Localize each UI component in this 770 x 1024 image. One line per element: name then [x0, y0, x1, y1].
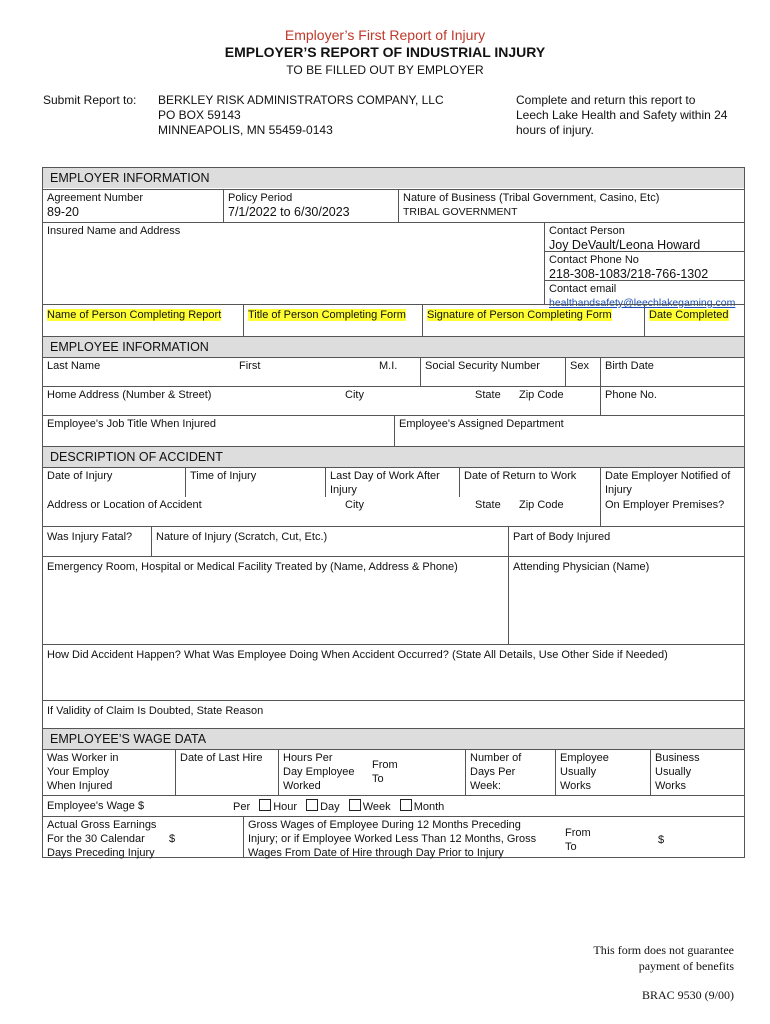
last-day-label-1: Last Day of Work After [330, 470, 440, 482]
validity-reason-label: If Validity of Claim Is Doubted, State Reason [47, 705, 264, 717]
month-label: Month [413, 801, 445, 813]
accident-city-label: City [345, 499, 364, 511]
first-name-label: First [239, 360, 261, 372]
hours-from-label: From [372, 759, 398, 771]
agreement-value: 89-20 [47, 205, 79, 219]
nature-of-injury-field[interactable] [151, 526, 508, 556]
address-line-1: BERKLEY RISK ADMINISTRATORS COMPANY, LLC [158, 93, 444, 107]
contact-email-label: Contact email [549, 283, 617, 295]
home-phone-label: Phone No. [605, 389, 657, 401]
department-field[interactable] [394, 415, 744, 446]
return-to-work-label: Date of Return to Work [464, 470, 577, 482]
job-title-label: Employee's Job Title When Injured [47, 418, 217, 430]
worker-label-1: Was Worker in [47, 752, 119, 764]
business-works-field[interactable] [650, 749, 744, 795]
days-per-week-field[interactable] [465, 749, 555, 795]
address-line-2: PO BOX 59143 [158, 108, 241, 122]
worker-employed-field[interactable] [43, 749, 175, 795]
middle-initial-label: M.I. [379, 360, 398, 372]
nature-value: TRIBAL GOVERNMENT [403, 206, 518, 218]
disclaimer [593, 942, 734, 974]
policy-value: 7/1/2022 to 6/30/2023 [228, 205, 350, 219]
gross-12-month-field[interactable] [561, 816, 744, 858]
last-day-label-2: Injury [330, 484, 357, 496]
completer-signature-field[interactable] [422, 304, 644, 336]
business-works-label-3: Works [655, 780, 686, 792]
employee-works-label-2: Usually [560, 766, 597, 778]
accident-location-label: Address or Location of Accident [47, 499, 202, 511]
middle-initial-field[interactable] [375, 357, 420, 386]
injury-fatal-field[interactable] [43, 526, 151, 556]
policy-label: Policy Period [228, 192, 293, 204]
return-to-work-field[interactable] [459, 467, 600, 497]
form-red-title: Employer’s First Report of Injury [284, 27, 486, 43]
insured-name-field[interactable] [43, 222, 544, 304]
worker-label-2: Your Employ [47, 766, 109, 778]
worker-label-3: When Injured [47, 780, 113, 792]
employee-works-label-1: Employee [560, 752, 609, 764]
hours-label-2: Day Employee [283, 766, 355, 778]
agreement-label: Agreement Number [47, 192, 143, 204]
insured-label: Insured Name and Address [47, 225, 181, 237]
notified-label-1: Date Employer Notified of [605, 470, 731, 482]
disclaimer-line-2: payment of benefits [638, 959, 734, 973]
accident-city-field[interactable] [341, 497, 471, 526]
home-phone-field[interactable] [600, 386, 744, 415]
ssn-label: Social Security Number [425, 360, 540, 372]
completer-title-label: Title of Person Completing Form [248, 309, 406, 321]
gross-to-label: To [565, 841, 577, 853]
gross-from-label: From [565, 827, 591, 839]
attending-physician-field[interactable] [508, 556, 744, 644]
department-label: Employee's Assigned Department [399, 418, 564, 430]
nature-label: Nature of Business (Tribal Government, Casino, Etc) [403, 192, 660, 204]
home-city-field[interactable] [341, 386, 471, 415]
home-address-label: Home Address (Number & Street) [47, 389, 212, 401]
home-address-field[interactable] [43, 386, 341, 415]
accident-description-field[interactable] [43, 644, 744, 700]
job-title-field[interactable] [43, 415, 394, 446]
employee-works-label-3: Works [560, 780, 591, 792]
accident-state-field[interactable] [471, 497, 515, 526]
gross-12-label-1: Gross Wages of Employee During 12 Months Preceding [248, 819, 521, 831]
disclaimer-line-1: This form does not guarantee [593, 943, 734, 957]
birth-date-field[interactable] [600, 357, 744, 386]
employee-section-header: EMPLOYEE INFORMATION [43, 336, 744, 357]
on-premises-field[interactable] [600, 497, 744, 526]
hours-label-3: Worked [283, 780, 321, 792]
per-label: Per [233, 801, 251, 813]
last-hire-date-field[interactable] [175, 749, 278, 795]
last-name-label: Last Name [47, 360, 101, 372]
contact-person-label: Contact Person [549, 225, 625, 237]
sex-label: Sex [570, 360, 589, 372]
days-label-2: Days Per [470, 766, 516, 778]
contact-person-value: Joy DeVault/Leona Howard [549, 238, 701, 252]
employer-section-header: EMPLOYER INFORMATION [43, 168, 744, 188]
accident-location-field[interactable] [43, 497, 341, 526]
days-label-1: Number of [470, 752, 522, 764]
sex-field[interactable] [565, 357, 600, 386]
date-completed-field[interactable] [644, 304, 744, 336]
accident-section-header: DESCRIPTION OF ACCIDENT [43, 446, 744, 467]
date-of-injury-field[interactable] [43, 467, 185, 497]
gross-12-month-label [243, 816, 561, 858]
hour-checkbox[interactable] [259, 799, 271, 811]
form-main-title: EMPLOYER’S REPORT OF INDUSTRIAL INJURY [224, 44, 546, 60]
body-part-field[interactable] [508, 526, 744, 556]
contact-email-link[interactable]: healthandsafety@leechlakegaming.com [549, 297, 736, 309]
medical-facility-field[interactable] [43, 556, 508, 644]
gross-12-label-3: Wages From Date of Hire through Day Prior to Injury [248, 847, 504, 859]
injury-fatal-label: Was Injury Fatal? [47, 531, 133, 543]
contact-person-field[interactable] [544, 222, 744, 251]
gross-30-day-field[interactable] [43, 816, 243, 858]
accident-zip-label: Zip Code [519, 499, 564, 511]
notified-label-2: Injury [605, 484, 632, 496]
injury-form [42, 167, 745, 858]
accident-zip-field[interactable] [515, 497, 600, 526]
hours-per-day-field[interactable] [278, 749, 465, 795]
employee-wage-label: Employee's Wage $ [47, 800, 145, 812]
validity-reason-field[interactable] [43, 700, 744, 728]
hours-label-1: Hours Per [283, 752, 333, 764]
gross-30-label-2: For the 30 Calendar [47, 833, 145, 845]
wage-section-header: EMPLOYEE’S WAGE DATA [43, 728, 744, 749]
month-checkbox[interactable] [400, 799, 412, 811]
address-line-3: MINNEAPOLIS, MN 55459-0143 [158, 123, 333, 137]
contact-email-field[interactable] [544, 280, 744, 309]
policy-period-field[interactable] [223, 189, 398, 222]
time-of-injury-label: Time of Injury [190, 470, 257, 482]
gross-12-label-2: Injury; or if Employee Worked Less Than 12 Months, Gross [248, 833, 537, 845]
completer-name-field[interactable] [43, 304, 243, 336]
note-line-2: Leech Lake Health and Safety within 24 [516, 108, 728, 122]
employee-wage-row [43, 795, 744, 816]
business-works-label-2: Usually [655, 766, 692, 778]
business-works-label-1: Business [655, 752, 700, 764]
home-state-label: State [475, 389, 501, 401]
home-zip-field[interactable] [515, 386, 600, 415]
completer-name-label: Name of Person Completing Report [47, 309, 222, 321]
agreement-number-field[interactable] [43, 189, 223, 222]
on-premises-label: On Employer Premises? [605, 499, 725, 511]
gross-12-dollar-sign: $ [658, 834, 665, 846]
body-part-label: Part of Body Injured [513, 531, 611, 543]
week-label: Week [362, 801, 391, 813]
completer-title-field[interactable] [243, 304, 422, 336]
contact-phone-value: 218-308-1083/218-766-1302 [549, 267, 709, 281]
date-completed-label: Date Completed [649, 309, 729, 321]
last-hire-label: Date of Last Hire [180, 752, 263, 764]
nature-of-injury-label: Nature of Injury (Scratch, Cut, Etc.) [156, 531, 328, 543]
note-line-1: Complete and return this report to [516, 93, 696, 107]
completer-signature-label: Signature of Person Completing Form [427, 309, 612, 321]
day-checkbox[interactable] [306, 799, 318, 811]
date-of-injury-label: Date of Injury [47, 470, 113, 482]
submit-address [158, 93, 444, 138]
home-zip-label: Zip Code [519, 389, 564, 401]
submit-label: Submit Report to: [43, 93, 137, 107]
days-label-3: Week: [470, 780, 501, 792]
nature-of-business-field[interactable] [398, 189, 744, 222]
gross-30-label-1: Actual Gross Earnings [47, 819, 157, 831]
medical-facility-label: Emergency Room, Hospital or Medical Facility Treated by (Name, Address & Phone) [47, 561, 458, 573]
gross-30-label-3: Days Preceding Injury [47, 847, 155, 859]
employee-works-field[interactable] [555, 749, 650, 795]
contact-phone-label: Contact Phone No [549, 254, 639, 266]
last-day-worked-field[interactable] [325, 467, 459, 497]
home-city-label: City [345, 389, 364, 401]
day-label: Day [320, 801, 340, 813]
first-name-field[interactable] [235, 357, 375, 386]
employer-notified-field[interactable] [600, 467, 744, 497]
hour-label: Hour [273, 801, 298, 813]
accident-description-label: How Did Accident Happen? What Was Employee Doing When Accident Occurred? (State All Details, Use Other Side if Needed) [47, 649, 668, 661]
attending-physician-label: Attending Physician (Name) [513, 561, 650, 573]
birth-date-label: Birth Date [605, 360, 654, 372]
return-note [516, 93, 727, 138]
last-name-field[interactable] [43, 357, 235, 386]
time-of-injury-field[interactable] [185, 467, 325, 497]
ssn-field[interactable] [420, 357, 565, 386]
accident-state-label: State [475, 499, 501, 511]
home-state-field[interactable] [471, 386, 515, 415]
hours-to-label: To [372, 773, 384, 785]
contact-phone-field[interactable] [544, 251, 744, 280]
form-subtitle: TO BE FILLED OUT BY EMPLOYER [286, 63, 484, 77]
gross-30-dollar-sign: $ [169, 833, 176, 845]
week-checkbox[interactable] [349, 799, 361, 811]
form-code: BRAC 9530 (9/00) [641, 988, 734, 1002]
note-line-3: hours of injury. [516, 123, 594, 137]
